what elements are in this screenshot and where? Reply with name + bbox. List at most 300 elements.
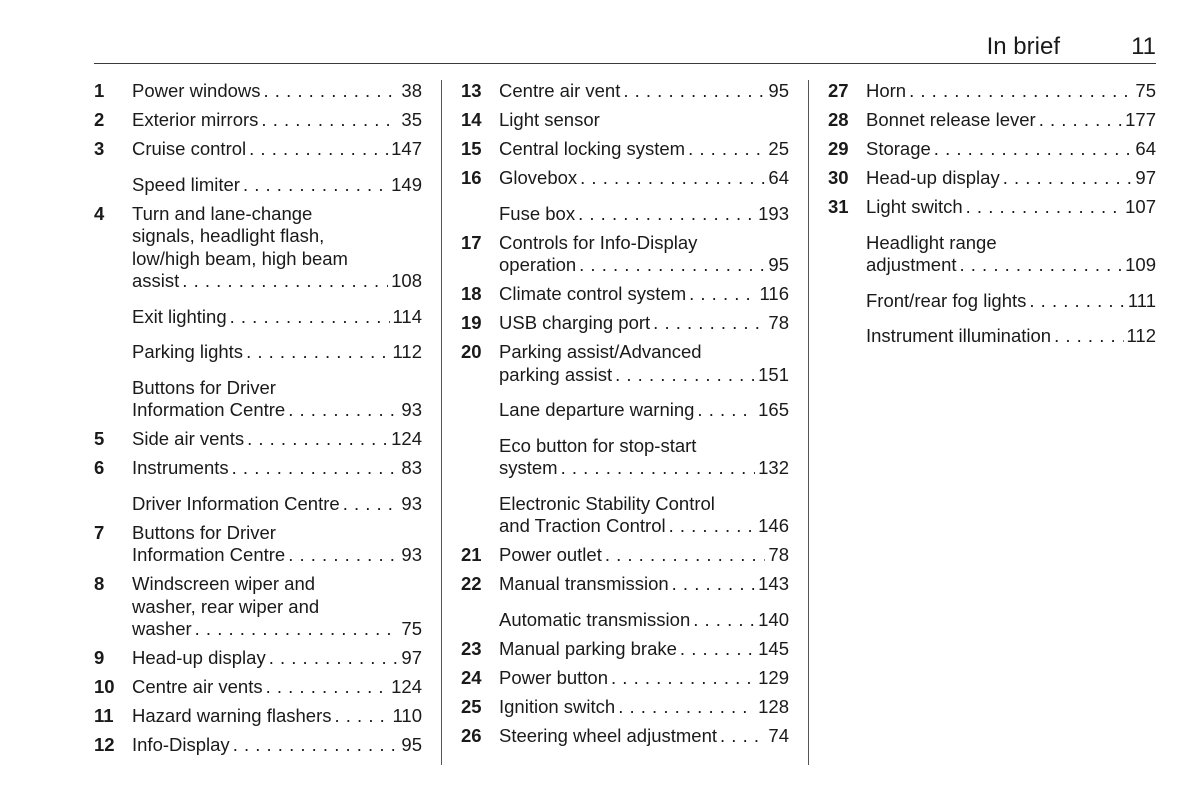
dot-leader (697, 399, 755, 422)
index-entry (461, 232, 789, 277)
entry-page-reference[interactable]: 151 (758, 363, 789, 385)
entry-page-reference[interactable]: 116 (759, 283, 789, 304)
entry-page-reference[interactable]: 147 (391, 138, 422, 159)
dot-leader (611, 667, 755, 690)
entry-leader-line (132, 174, 422, 197)
entry-text-line: Windscreen wiper and (132, 573, 316, 594)
entry-title: adjustment (866, 254, 957, 275)
entry-leader-line (132, 428, 422, 451)
entry-page-reference[interactable]: 140 (758, 608, 789, 630)
entry-leader-line (499, 544, 789, 567)
entry-page-reference[interactable]: 146 (758, 515, 789, 536)
dot-leader (1029, 290, 1124, 313)
entry-leader-line (132, 457, 422, 480)
entry-title: Light switch (866, 196, 963, 217)
entry-leader-line (132, 270, 422, 293)
entry-number: 29 (828, 138, 849, 159)
entry-leader-line (132, 306, 422, 329)
entry-leader-line (499, 638, 789, 661)
entry-page-reference[interactable]: 111 (1127, 289, 1156, 311)
entry-number: 16 (461, 167, 482, 188)
entry-body (866, 325, 1156, 348)
index-entry (461, 609, 789, 632)
entry-number: 11 (94, 705, 114, 726)
dot-leader (909, 80, 1132, 103)
entry-page-reference[interactable]: 112 (1126, 325, 1156, 346)
entry-body (499, 435, 789, 480)
index-entry (94, 109, 422, 132)
entry-text-line: Eco button for stop-start (499, 434, 697, 456)
entry-page-reference[interactable]: 95 (768, 80, 789, 101)
entry-leader-line (499, 138, 789, 161)
entry-page-reference[interactable]: 35 (401, 109, 422, 130)
index-entry (461, 573, 789, 596)
entry-leader-line (866, 254, 1156, 277)
index-entry (461, 493, 789, 538)
entry-leader-line (499, 80, 789, 103)
entry-body (132, 428, 422, 451)
entry-page-reference[interactable]: 64 (1135, 138, 1156, 159)
entry-title: Bonnet release lever (866, 109, 1036, 130)
entry-text-line: Buttons for Driver (132, 376, 276, 398)
entry-number: 9 (94, 647, 105, 668)
dot-leader (233, 734, 399, 757)
entry-page-reference[interactable]: 145 (758, 637, 789, 659)
entry-title: Exterior mirrors (132, 109, 259, 130)
entry-leader-line (866, 109, 1156, 132)
entry-body (132, 522, 422, 567)
entry-page-reference[interactable]: 107 (1125, 196, 1156, 217)
entry-page-reference[interactable]: 132 (758, 457, 789, 478)
entry-title: Horn (866, 80, 907, 101)
entry-body (132, 734, 422, 757)
entry-text-line: washer, rear wiper and (132, 595, 320, 617)
entry-leader-line (499, 457, 789, 480)
index-entry (828, 138, 1156, 161)
entry-leader-line (499, 725, 789, 748)
entry-body (499, 167, 789, 190)
entry-title: Instruments (132, 457, 229, 478)
entry-body (132, 493, 422, 516)
entry-leader-line (866, 290, 1156, 313)
entry-page-reference[interactable]: 97 (1135, 167, 1156, 188)
entry-page-reference[interactable]: 124 (391, 676, 422, 697)
index-column-2 (461, 80, 789, 747)
entry-title: Head-up display (132, 647, 266, 668)
dot-leader (580, 167, 765, 190)
entry-number: 23 (461, 637, 482, 659)
entry-page-reference[interactable]: 165 (758, 399, 789, 420)
entry-title: Centre air vent (499, 80, 621, 101)
entry-title: Power button (499, 666, 609, 688)
index-column-1 (94, 80, 422, 757)
dot-leader (720, 725, 765, 748)
entry-page-reference[interactable]: 95 (768, 254, 789, 275)
entry-leader-line (132, 109, 422, 132)
entry-number: 22 (461, 573, 482, 594)
entry-title: Side air vents (132, 428, 245, 449)
index-entry (94, 174, 422, 197)
entry-title: washer (132, 618, 192, 639)
index-entry (94, 705, 422, 728)
entry-title: Exit lighting (132, 305, 227, 327)
entry-title: Instrument illumination (866, 325, 1052, 346)
entry-leader-line (132, 399, 422, 422)
entry-page-reference[interactable]: 193 (758, 202, 789, 224)
entry-leader-line (866, 325, 1156, 348)
entry-leader-line (132, 734, 422, 757)
dot-leader (966, 196, 1122, 219)
entry-leader-line (499, 283, 789, 306)
entry-body (499, 138, 789, 161)
entry-body (499, 109, 789, 132)
entry-page-reference[interactable]: 75 (1135, 80, 1156, 101)
index-entry (828, 167, 1156, 190)
entry-number: 31 (828, 196, 849, 217)
dot-leader (689, 283, 756, 306)
column-divider (808, 80, 809, 765)
entry-number: 19 (461, 312, 482, 333)
index-entry (461, 544, 789, 567)
dot-leader (688, 138, 765, 161)
entry-body (132, 306, 422, 329)
entry-number: 4 (94, 202, 105, 224)
entry-leader-line (499, 667, 789, 690)
entry-title: operation (499, 254, 577, 275)
entry-page-reference[interactable]: 177 (1125, 109, 1156, 130)
entry-leader-line (499, 167, 789, 190)
entry-text-line: Controls for Info-Display (499, 231, 698, 253)
dot-leader (615, 364, 755, 387)
entry-leader-line (132, 705, 422, 728)
index-entry (94, 522, 422, 567)
entry-page-reference[interactable]: 128 (758, 695, 789, 717)
entry-body (132, 705, 422, 728)
entry-leader-line (499, 254, 789, 277)
index-entry (461, 283, 789, 306)
column-divider (441, 80, 442, 765)
index-entry (828, 80, 1156, 103)
entry-leader-line (132, 138, 422, 161)
entry-number: 14 (461, 109, 482, 130)
page-title: In brief (986, 33, 1060, 60)
entry-body (132, 109, 422, 132)
entry-number: 1 (94, 80, 105, 101)
entry-page-reference[interactable]: 93 (401, 492, 422, 514)
dot-leader (669, 515, 756, 538)
entry-body (866, 109, 1156, 132)
index-entry (94, 80, 422, 103)
entry-title: Light sensor (499, 109, 600, 130)
entry-leader-line (499, 312, 789, 335)
dot-leader (343, 493, 399, 516)
entry-body (866, 167, 1156, 190)
index-entry (461, 435, 789, 480)
entry-leader-line (132, 493, 422, 516)
entry-body (499, 312, 789, 335)
entry-body (499, 638, 789, 661)
entry-number: 7 (94, 521, 105, 543)
dot-leader (623, 80, 765, 103)
entry-body (499, 203, 789, 226)
dot-leader (934, 138, 1133, 161)
entry-text-line: Buttons for Driver (132, 521, 276, 543)
entry-title: Ignition switch (499, 695, 616, 717)
entry-title: and Traction Control (499, 515, 666, 536)
entry-text-line: Turn and lane-change (132, 202, 313, 224)
dot-leader (269, 647, 399, 670)
entry-page-reference[interactable]: 74 (768, 724, 789, 746)
entry-leader-line (132, 80, 422, 103)
entry-page-reference[interactable]: 78 (768, 312, 789, 333)
entry-title: Cruise control (132, 138, 247, 159)
index-entry (94, 676, 422, 699)
index-entry (828, 232, 1156, 277)
entry-title: Information Centre (132, 544, 286, 565)
dot-leader (1003, 167, 1133, 190)
entry-title: Steering wheel adjustment (499, 724, 718, 746)
entry-leader-line (499, 573, 789, 596)
index-entry (461, 203, 789, 226)
entry-leader-line (499, 399, 789, 422)
entry-leader-line (499, 203, 789, 226)
entry-title: Glovebox (499, 167, 578, 188)
entry-page-reference[interactable]: 97 (401, 647, 422, 668)
entry-title: Head-up display (866, 167, 1000, 188)
entry-number: 26 (461, 724, 482, 746)
entry-number: 10 (94, 676, 115, 697)
entry-page-reference[interactable]: 64 (768, 167, 789, 188)
dot-leader (1039, 109, 1122, 132)
index-entry (461, 80, 789, 103)
entry-body (499, 667, 789, 690)
dot-leader (561, 457, 756, 480)
index-entry (461, 109, 789, 132)
entry-title: Centre air vents (132, 676, 263, 697)
entry-number: 17 (461, 231, 482, 253)
dot-leader (605, 544, 766, 567)
dot-leader (680, 638, 755, 661)
entry-text-line: signals, headlight flash, (132, 225, 325, 246)
entry-leader-line (132, 676, 422, 699)
entry-body (866, 290, 1156, 313)
entry-body (132, 203, 422, 293)
entry-body (866, 80, 1156, 103)
entry-title: system (499, 457, 558, 478)
entry-number: 13 (461, 80, 482, 101)
index-entry (94, 573, 422, 641)
entry-body (866, 232, 1156, 277)
index-entry (461, 725, 789, 748)
dot-leader (264, 80, 399, 103)
index-entry (461, 638, 789, 661)
entry-number: 20 (461, 341, 482, 362)
entry-body (132, 341, 422, 364)
entry-body (132, 457, 422, 480)
index-entry (461, 667, 789, 690)
entry-number: 2 (94, 109, 105, 130)
dot-leader (578, 203, 755, 226)
dot-leader (249, 138, 388, 161)
entry-page-reference[interactable]: 93 (401, 544, 422, 565)
entry-body (499, 725, 789, 748)
entry-title: Fuse box (499, 202, 576, 224)
dot-leader (232, 457, 399, 480)
index-entry (94, 203, 422, 293)
dot-leader (243, 174, 388, 197)
entry-text-line: Electronic Stability Control (499, 492, 715, 514)
entry-page-reference[interactable]: 93 (401, 399, 422, 420)
entry-leader-line (132, 647, 422, 670)
entry-title: Automatic transmission (499, 608, 691, 630)
index-entry (94, 306, 422, 329)
entry-title: Driver Information Centre (132, 492, 340, 514)
entry-body (132, 573, 422, 641)
entry-page-reference[interactable]: 25 (768, 138, 789, 159)
index-entry (94, 377, 422, 422)
entry-number: 5 (94, 428, 105, 449)
entry-body (132, 647, 422, 670)
entry-number: 24 (461, 666, 482, 688)
entry-body (499, 609, 789, 632)
entry-title: Hazard warning flashers (132, 705, 332, 726)
entry-page-reference[interactable]: 114 (392, 305, 422, 327)
entry-page-reference[interactable]: 38 (401, 80, 422, 101)
entry-leader-line (866, 167, 1156, 190)
entry-title: Front/rear fog lights (866, 289, 1027, 311)
entry-leader-line (499, 364, 789, 387)
entry-leader-line (866, 196, 1156, 219)
entry-page-reference[interactable]: 124 (391, 428, 422, 449)
index-entry (828, 290, 1156, 313)
entry-page-reference[interactable]: 108 (391, 270, 422, 291)
entry-page-reference[interactable]: 110 (392, 705, 422, 726)
index-entry (461, 399, 789, 422)
dot-leader (693, 609, 755, 632)
entry-body (499, 544, 789, 567)
dot-leader (960, 254, 1123, 277)
entry-page-reference[interactable]: 112 (392, 341, 422, 362)
entry-title: Parking lights (132, 341, 244, 362)
entry-leader-line (499, 515, 789, 538)
entry-title: Power windows (132, 80, 261, 101)
entry-body (499, 696, 789, 719)
header-rule (94, 63, 1156, 64)
dot-leader (230, 306, 390, 329)
index-entry (461, 312, 789, 335)
entry-number: 12 (94, 734, 115, 755)
entry-title: Information Centre (132, 399, 286, 420)
index-entry (461, 138, 789, 161)
entry-text-line: Parking assist/Advanced (499, 341, 702, 362)
index-entry (461, 167, 789, 190)
page-number: 11 (1131, 33, 1156, 60)
entry-page-reference[interactable]: 95 (401, 734, 422, 755)
entry-body (132, 80, 422, 103)
entry-number: 6 (94, 457, 105, 478)
index-entry (94, 341, 422, 364)
dot-leader (579, 254, 765, 277)
entry-number: 3 (94, 138, 105, 159)
dot-leader (1054, 325, 1123, 348)
entry-number: 8 (94, 573, 105, 594)
entry-number: 25 (461, 695, 482, 717)
dot-leader (261, 109, 398, 132)
entry-leader-line (132, 544, 422, 567)
entry-page-reference[interactable]: 75 (401, 618, 422, 639)
entry-body (499, 493, 789, 538)
index-entry (94, 493, 422, 516)
entry-page-reference[interactable]: 143 (758, 573, 789, 594)
entry-title: Lane departure warning (499, 399, 695, 420)
entry-leader-line (866, 80, 1156, 103)
index-entry (94, 734, 422, 757)
entry-leader-line (499, 609, 789, 632)
entry-leader-line (132, 341, 422, 364)
entry-title: USB charging port (499, 312, 651, 333)
dot-leader (246, 341, 389, 364)
dot-leader (247, 428, 388, 451)
entry-body (866, 196, 1156, 219)
entry-title: Manual parking brake (499, 637, 677, 659)
entry-page-reference[interactable]: 78 (768, 544, 789, 565)
dot-leader (288, 399, 398, 422)
entry-title: assist (132, 270, 180, 291)
index-entry (94, 138, 422, 161)
entry-title: parking assist (499, 363, 613, 385)
entry-body (132, 377, 422, 422)
entry-body (132, 138, 422, 161)
entry-number: 15 (461, 138, 482, 159)
dot-leader (195, 618, 399, 641)
entry-number: 27 (828, 80, 849, 101)
dot-leader (266, 676, 389, 699)
entry-title: Climate control system (499, 283, 687, 304)
entry-page-reference[interactable]: 109 (1125, 254, 1156, 275)
entry-title: Speed limiter (132, 173, 240, 195)
dot-leader (288, 544, 398, 567)
entry-body (866, 138, 1156, 161)
index-entry (94, 647, 422, 670)
index-column-3 (828, 80, 1156, 348)
entry-body (499, 573, 789, 596)
index-entry (461, 696, 789, 719)
entry-text-line: Headlight range (866, 231, 997, 253)
entry-body (499, 341, 789, 386)
entry-page-reference[interactable]: 149 (391, 173, 422, 195)
index-entry (461, 341, 789, 386)
entry-body (499, 80, 789, 103)
entry-number: 30 (828, 167, 849, 188)
entry-title: Central locking system (499, 138, 686, 159)
dot-leader (653, 312, 765, 335)
dot-leader (182, 270, 388, 293)
entry-number: 28 (828, 109, 849, 130)
index-entry (94, 457, 422, 480)
entry-leader-line (499, 109, 789, 132)
entry-title: Info-Display (132, 734, 230, 755)
dot-leader (672, 573, 755, 596)
entry-body (499, 232, 789, 277)
entry-text-line: low/high beam, high beam (132, 247, 348, 269)
entry-page-reference[interactable]: 129 (758, 666, 789, 688)
index-entry (828, 196, 1156, 219)
entry-body (132, 676, 422, 699)
entry-leader-line (499, 696, 789, 719)
dot-leader (334, 705, 389, 728)
entry-body (132, 174, 422, 197)
entry-page-reference[interactable]: 83 (401, 457, 422, 478)
